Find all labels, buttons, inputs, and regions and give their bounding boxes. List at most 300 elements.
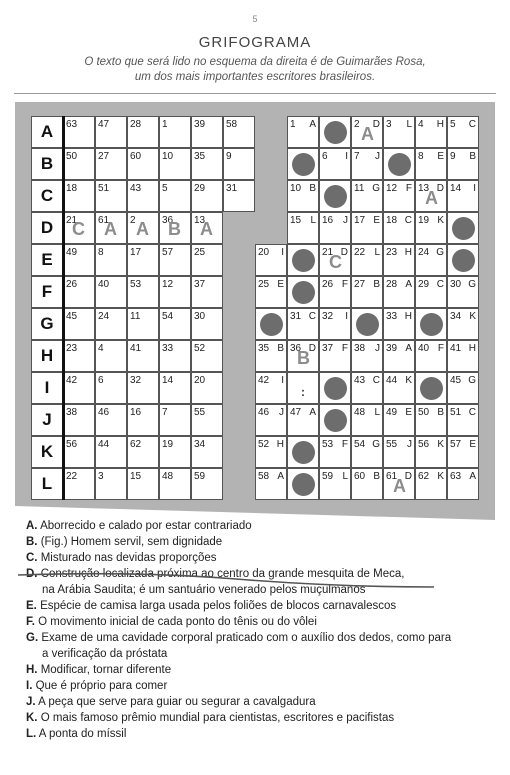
left-grid-cell[interactable] [191, 180, 223, 212]
right-grid-cell[interactable] [351, 340, 383, 372]
cell-number: 24 [98, 311, 110, 322]
right-grid-cell[interactable] [351, 372, 383, 404]
black-square-dot [452, 249, 475, 272]
cell-number: 15 [290, 215, 302, 226]
cell-number: 14 [162, 375, 174, 386]
right-grid-cell[interactable] [383, 404, 415, 436]
right-grid-cell[interactable] [287, 436, 319, 468]
clue-text: Que é próprio para comer [35, 680, 168, 692]
cell-number: 5 [162, 183, 168, 194]
left-grid-cell[interactable] [191, 308, 223, 340]
right-grid-cell[interactable] [415, 340, 447, 372]
left-grid-cell[interactable] [159, 180, 191, 212]
cell-number: 48 [162, 471, 174, 482]
cell-number: 18 [66, 183, 78, 194]
right-grid-cell[interactable] [287, 116, 319, 148]
cell-number: 7 [354, 151, 360, 162]
left-grid-cell[interactable] [191, 468, 223, 500]
right-grid-cell[interactable] [383, 212, 415, 244]
cell-row-letter: K [469, 311, 476, 322]
right-grid-cell[interactable] [415, 468, 447, 500]
cell-row-letter: A [309, 407, 316, 418]
right-grid-cell[interactable] [319, 308, 351, 340]
right-grid-cell[interactable] [447, 436, 479, 468]
cell-number: 12 [162, 279, 174, 290]
right-grid-cell[interactable] [447, 308, 479, 340]
cell-number: 2 [354, 119, 360, 130]
clue-text: A peça que serve para guiar ou segurar a cavalgadura [38, 696, 316, 708]
cell-row-letter: I [345, 151, 348, 162]
cell-number: 57 [162, 247, 174, 258]
right-grid-cell[interactable] [255, 308, 287, 340]
cell-number: 46 [258, 407, 270, 418]
left-grid-cell[interactable] [63, 116, 95, 148]
left-grid-cell[interactable] [223, 180, 255, 212]
right-grid-cell[interactable] [383, 340, 415, 372]
cell-number: 43 [354, 375, 366, 386]
cell-row-letter: K [437, 471, 444, 482]
cell-number: 32 [322, 311, 334, 322]
right-grid-cell[interactable] [255, 436, 287, 468]
cell-number: 33 [386, 311, 398, 322]
black-square-dot [292, 153, 315, 176]
cell-number: 63 [66, 119, 78, 130]
cell-number: 14 [450, 183, 462, 194]
cell-number: 45 [450, 375, 462, 386]
row-label-divider [62, 116, 65, 500]
left-grid-cell[interactable] [63, 148, 95, 180]
cell-number: 29 [418, 279, 430, 290]
cell-number: 47 [290, 407, 302, 418]
left-grid-cell[interactable] [127, 244, 159, 276]
left-grid-cell[interactable] [95, 244, 127, 276]
cell-number: 44 [386, 375, 398, 386]
left-grid-cell[interactable] [63, 308, 95, 340]
left-grid-cell[interactable] [159, 468, 191, 500]
right-grid-cell[interactable] [255, 372, 287, 404]
left-grid-cell[interactable] [63, 244, 95, 276]
left-grid-cell[interactable] [95, 308, 127, 340]
right-grid-cell[interactable] [319, 404, 351, 436]
right-grid-cell[interactable] [287, 244, 319, 276]
left-grid-cell[interactable] [127, 148, 159, 180]
cell-row-letter: G [468, 375, 476, 386]
cell-row-letter: D [340, 247, 348, 258]
right-grid-cell[interactable] [255, 468, 287, 500]
cell-row-letter: B [277, 343, 284, 354]
cell-number: 52 [258, 439, 270, 450]
subtitle-line-2: um dos mais importantes escritores brasileiros. [134, 71, 376, 83]
right-grid-cell[interactable] [287, 180, 319, 212]
left-grid-cell[interactable] [63, 340, 95, 372]
clue-key: J. [26, 696, 36, 708]
clue-text: Espécie de camisa larga usada pelos foliões de blocos carnavalescos [40, 600, 397, 612]
black-square-dot [324, 185, 347, 208]
right-grid-cell[interactable] [447, 468, 479, 500]
clue-text: O movimento inicial de cada ponto do tênis ou do vôlei [38, 616, 317, 628]
clue-key: K. [26, 712, 38, 724]
right-answer-letter: A [393, 476, 406, 496]
row-label: J [42, 410, 52, 429]
right-grid-cell[interactable] [383, 148, 415, 180]
clue-key: G. [26, 632, 39, 644]
left-grid-cell[interactable] [63, 468, 95, 500]
cell-number: 35 [258, 343, 270, 354]
cell-number: 37 [194, 279, 206, 290]
right-grid-cell[interactable] [415, 372, 447, 404]
cell-number: 6 [98, 375, 104, 386]
left-grid-cell[interactable] [63, 372, 95, 404]
cell-row-letter: H [468, 343, 476, 354]
black-square-dot [420, 377, 443, 400]
right-grid-cell[interactable] [319, 148, 351, 180]
right-grid-cell[interactable] [383, 276, 415, 308]
black-square-dot [260, 313, 283, 336]
cell-row-letter: J [279, 407, 284, 418]
cell-number: 41 [450, 343, 462, 354]
cell-number: 59 [194, 471, 206, 482]
cell-row-letter: F [341, 439, 348, 450]
cell-number: 11 [130, 311, 141, 322]
left-answer-letter: A [104, 219, 117, 239]
right-grid-cell[interactable] [287, 276, 319, 308]
clue-key: H. [26, 664, 38, 676]
cell-row-letter: A [405, 279, 412, 290]
right-grid-cell[interactable] [287, 468, 319, 500]
cell-number: 45 [66, 311, 78, 322]
clue-j [26, 694, 496, 710]
right-grid-cell[interactable] [447, 404, 479, 436]
cell-row-letter: D [436, 183, 444, 194]
cell-number: 62 [418, 471, 430, 482]
cell-row-letter: D [308, 343, 316, 354]
cell-number: 49 [386, 407, 398, 418]
right-grid-cell[interactable] [383, 436, 415, 468]
clue-text: Exame de uma cavidade corporal praticado com o auxílio dos dedos, como para [41, 632, 452, 644]
cell-row-letter: A [309, 119, 316, 130]
cell-row-letter: G [468, 279, 476, 290]
right-grid-cell[interactable] [447, 244, 479, 276]
right-grid-cell[interactable] [351, 468, 383, 500]
right-grid-cell[interactable] [383, 244, 415, 276]
left-grid-cell[interactable] [127, 180, 159, 212]
cell-row-letter: H [404, 311, 412, 322]
cell-number: 23 [66, 343, 78, 354]
left-grid-cell[interactable] [191, 244, 223, 276]
clue-g [26, 630, 496, 646]
left-grid-cell[interactable] [127, 372, 159, 404]
cell-number: 16 [322, 215, 334, 226]
left-grid-cell[interactable] [191, 148, 223, 180]
right-grid-cell[interactable] [415, 436, 447, 468]
right-grid-cell[interactable] [319, 180, 351, 212]
left-grid-cell[interactable] [159, 116, 191, 148]
cell-number: 59 [322, 471, 334, 482]
cell-number: 5 [450, 119, 456, 130]
cell-number: 1 [290, 119, 296, 130]
left-grid-cell[interactable] [127, 340, 159, 372]
cell-number: 43 [130, 183, 142, 194]
left-grid-cell[interactable] [95, 340, 127, 372]
left-grid-cell[interactable] [95, 468, 127, 500]
clue-key: C. [26, 552, 38, 564]
right-grid-cell[interactable] [255, 404, 287, 436]
clue-d-continuation: na Arábia Saudita; é um santuário venerado pelos muçulmanos [42, 584, 366, 596]
left-grid-cell[interactable] [63, 180, 95, 212]
right-grid-cell[interactable] [351, 212, 383, 244]
right-answer-letter: A [425, 188, 438, 208]
left-grid-cell[interactable] [223, 116, 255, 148]
left-grid-cell[interactable] [95, 276, 127, 308]
left-grid-cell[interactable] [191, 372, 223, 404]
cell-number: 26 [66, 279, 78, 290]
cell-number: 52 [194, 343, 206, 354]
cell-number: 32 [130, 375, 142, 386]
cell-number: 4 [98, 343, 104, 354]
left-grid-cell[interactable] [127, 436, 159, 468]
left-grid-cell[interactable] [95, 372, 127, 404]
right-grid-cell[interactable] [415, 244, 447, 276]
cell-row-letter: E [373, 215, 380, 226]
clue-d-strikethrough [16, 565, 436, 595]
clue-i [26, 678, 496, 694]
cell-row-letter: D [372, 119, 380, 130]
cell-row-letter: A [469, 471, 476, 482]
cell-number: 36 [162, 215, 174, 226]
clue-h [26, 662, 496, 678]
right-grid-cell[interactable] [447, 212, 479, 244]
left-grid-cell[interactable] [223, 148, 255, 180]
cell-number: 13 [194, 215, 206, 226]
cell-row-letter: J [343, 215, 348, 226]
cell-number: 40 [98, 279, 110, 290]
right-answer-letter: C [329, 252, 342, 272]
left-grid-cell[interactable] [191, 116, 223, 148]
right-grid-cell[interactable] [351, 308, 383, 340]
cell-number: 51 [450, 407, 462, 418]
clue-b [26, 534, 496, 550]
cell-number: 41 [130, 343, 142, 354]
right-grid-cell[interactable] [319, 436, 351, 468]
cell-number: 3 [386, 119, 392, 130]
black-square-dot [292, 249, 315, 272]
cell-row-letter: E [469, 439, 476, 450]
cell-number: 9 [450, 151, 456, 162]
right-grid-cell[interactable] [447, 340, 479, 372]
cell-number: 53 [322, 439, 334, 450]
right-grid-cell[interactable] [351, 436, 383, 468]
left-grid-cell[interactable] [159, 372, 191, 404]
right-grid-cell[interactable] [383, 116, 415, 148]
left-grid-cell[interactable] [159, 276, 191, 308]
right-grid-cell[interactable] [415, 276, 447, 308]
black-square-dot [324, 377, 347, 400]
clue-g-continuation: a verificação da próstata [42, 648, 168, 660]
cell-number: 3 [98, 471, 104, 482]
cell-row-letter: L [374, 407, 380, 418]
right-grid-cell[interactable] [383, 372, 415, 404]
right-grid-cell[interactable] [287, 308, 319, 340]
right-grid-cell[interactable] [383, 180, 415, 212]
cell-number: 44 [98, 439, 110, 450]
left-answer-letter: A [136, 219, 149, 239]
cell-row-letter: I [281, 375, 284, 386]
left-grid-cell[interactable] [63, 436, 95, 468]
right-grid-cell[interactable] [319, 372, 351, 404]
colon-mark: : [301, 385, 305, 399]
cell-number: 38 [354, 343, 366, 354]
left-grid-cell[interactable] [159, 436, 191, 468]
right-grid-cell[interactable] [287, 372, 319, 404]
left-grid-cell[interactable] [191, 276, 223, 308]
right-grid-cell[interactable] [415, 148, 447, 180]
cell-number: 19 [162, 439, 174, 450]
right-grid-cell[interactable] [287, 212, 319, 244]
left-grid-cell[interactable] [95, 148, 127, 180]
cell-row-letter: J [375, 343, 380, 354]
cell-number: 54 [162, 311, 174, 322]
clue-k [26, 710, 496, 726]
left-grid-cell[interactable] [191, 340, 223, 372]
cell-number: 27 [354, 279, 366, 290]
cell-number: 31 [226, 183, 238, 194]
cell-number: 60 [354, 471, 366, 482]
cell-number: 42 [258, 375, 270, 386]
cell-number: 25 [258, 279, 270, 290]
right-grid-cell[interactable] [447, 180, 479, 212]
black-square-dot [292, 473, 315, 496]
right-grid-cell[interactable] [319, 276, 351, 308]
left-grid-cell[interactable] [159, 148, 191, 180]
left-grid-cell[interactable] [159, 340, 191, 372]
cell-number: 49 [66, 247, 78, 258]
left-grid-cell[interactable] [127, 276, 159, 308]
clue-a [26, 518, 496, 534]
cell-number: 58 [258, 471, 270, 482]
right-grid-cell[interactable] [447, 148, 479, 180]
right-answer-letter: A [361, 124, 374, 144]
row-label: B [40, 154, 54, 173]
cell-number: 12 [386, 183, 398, 194]
right-grid-cell[interactable] [287, 404, 319, 436]
left-grid-cell[interactable] [191, 404, 223, 436]
right-grid-cell[interactable] [447, 372, 479, 404]
row-label: I [44, 378, 50, 397]
left-grid-cell[interactable] [127, 404, 159, 436]
left-grid-cell[interactable] [159, 404, 191, 436]
cell-number: 21 [66, 215, 78, 226]
cell-number: 35 [194, 151, 206, 162]
right-grid-cell[interactable] [255, 340, 287, 372]
cell-number: 21 [322, 247, 334, 258]
cell-number: 55 [194, 407, 206, 418]
left-grid-cell[interactable] [95, 180, 127, 212]
row-label: A [40, 122, 54, 141]
cell-row-letter: F [405, 183, 412, 194]
right-grid-cell[interactable] [415, 116, 447, 148]
right-grid-cell[interactable] [255, 244, 287, 276]
cell-row-letter: C [308, 311, 316, 322]
right-grid-cell[interactable] [319, 116, 351, 148]
cell-row-letter: L [310, 215, 316, 226]
cell-number: 51 [98, 183, 110, 194]
cell-row-letter: F [341, 343, 348, 354]
cell-number: 39 [386, 343, 398, 354]
cell-row-letter: I [281, 247, 284, 258]
black-square-dot [292, 441, 315, 464]
cell-number: 24 [418, 247, 430, 258]
right-grid-cell[interactable] [415, 212, 447, 244]
right-grid-cell[interactable] [383, 308, 415, 340]
cell-number: 55 [386, 439, 398, 450]
cell-number: 20 [194, 375, 206, 386]
cell-number: 8 [98, 247, 104, 258]
right-grid-cell[interactable] [319, 340, 351, 372]
cell-number: 8 [418, 151, 424, 162]
left-grid-cell[interactable] [191, 436, 223, 468]
left-grid-cell[interactable] [159, 308, 191, 340]
cell-row-letter: D [404, 471, 412, 482]
cell-number: 10 [162, 151, 174, 162]
right-grid-cell[interactable] [351, 180, 383, 212]
clue-text: Aborrecido e calado por estar contrariado [40, 520, 252, 532]
cell-row-letter: G [372, 439, 380, 450]
black-square-dot [420, 313, 443, 336]
cell-row-letter: L [406, 119, 412, 130]
cell-row-letter: B [373, 279, 380, 290]
cell-row-letter: L [374, 247, 380, 258]
right-answer-letter: B [297, 348, 310, 368]
clue-key: I. [26, 680, 33, 692]
right-grid-cell[interactable] [447, 276, 479, 308]
right-grid-cell[interactable] [415, 404, 447, 436]
row-label: C [40, 186, 54, 205]
right-grid-cell[interactable] [351, 276, 383, 308]
right-grid-cell[interactable] [351, 404, 383, 436]
cell-row-letter: J [407, 439, 412, 450]
left-grid-cell[interactable] [95, 116, 127, 148]
left-grid-cell[interactable] [127, 308, 159, 340]
cell-number: 42 [66, 375, 78, 386]
right-grid-cell[interactable] [351, 244, 383, 276]
right-grid-cell[interactable] [319, 212, 351, 244]
right-grid-cell[interactable] [415, 308, 447, 340]
cell-number: 57 [450, 439, 462, 450]
left-grid-cell[interactable] [159, 244, 191, 276]
left-grid-cell[interactable] [63, 276, 95, 308]
cell-row-letter: G [436, 247, 444, 258]
left-grid-cell[interactable] [127, 468, 159, 500]
cell-number: 36 [290, 343, 302, 354]
right-grid-cell[interactable] [351, 148, 383, 180]
clue-key: L. [26, 728, 37, 740]
row-label: G [40, 314, 54, 333]
left-grid-cell[interactable] [63, 404, 95, 436]
cell-row-letter: B [309, 183, 316, 194]
cell-row-letter: C [468, 407, 476, 418]
clue-text: Misturado nas devidas proporções [40, 552, 217, 564]
row-label: D [40, 218, 54, 237]
right-grid-cell[interactable] [255, 276, 287, 308]
left-grid-cell[interactable] [127, 116, 159, 148]
right-grid-cell[interactable] [287, 148, 319, 180]
right-grid-cell[interactable] [319, 468, 351, 500]
clue-key: A. [26, 520, 38, 532]
left-grid-cell[interactable] [95, 436, 127, 468]
left-grid-cell[interactable] [95, 404, 127, 436]
right-grid-cell[interactable] [447, 116, 479, 148]
clue-key: D. [26, 568, 38, 580]
